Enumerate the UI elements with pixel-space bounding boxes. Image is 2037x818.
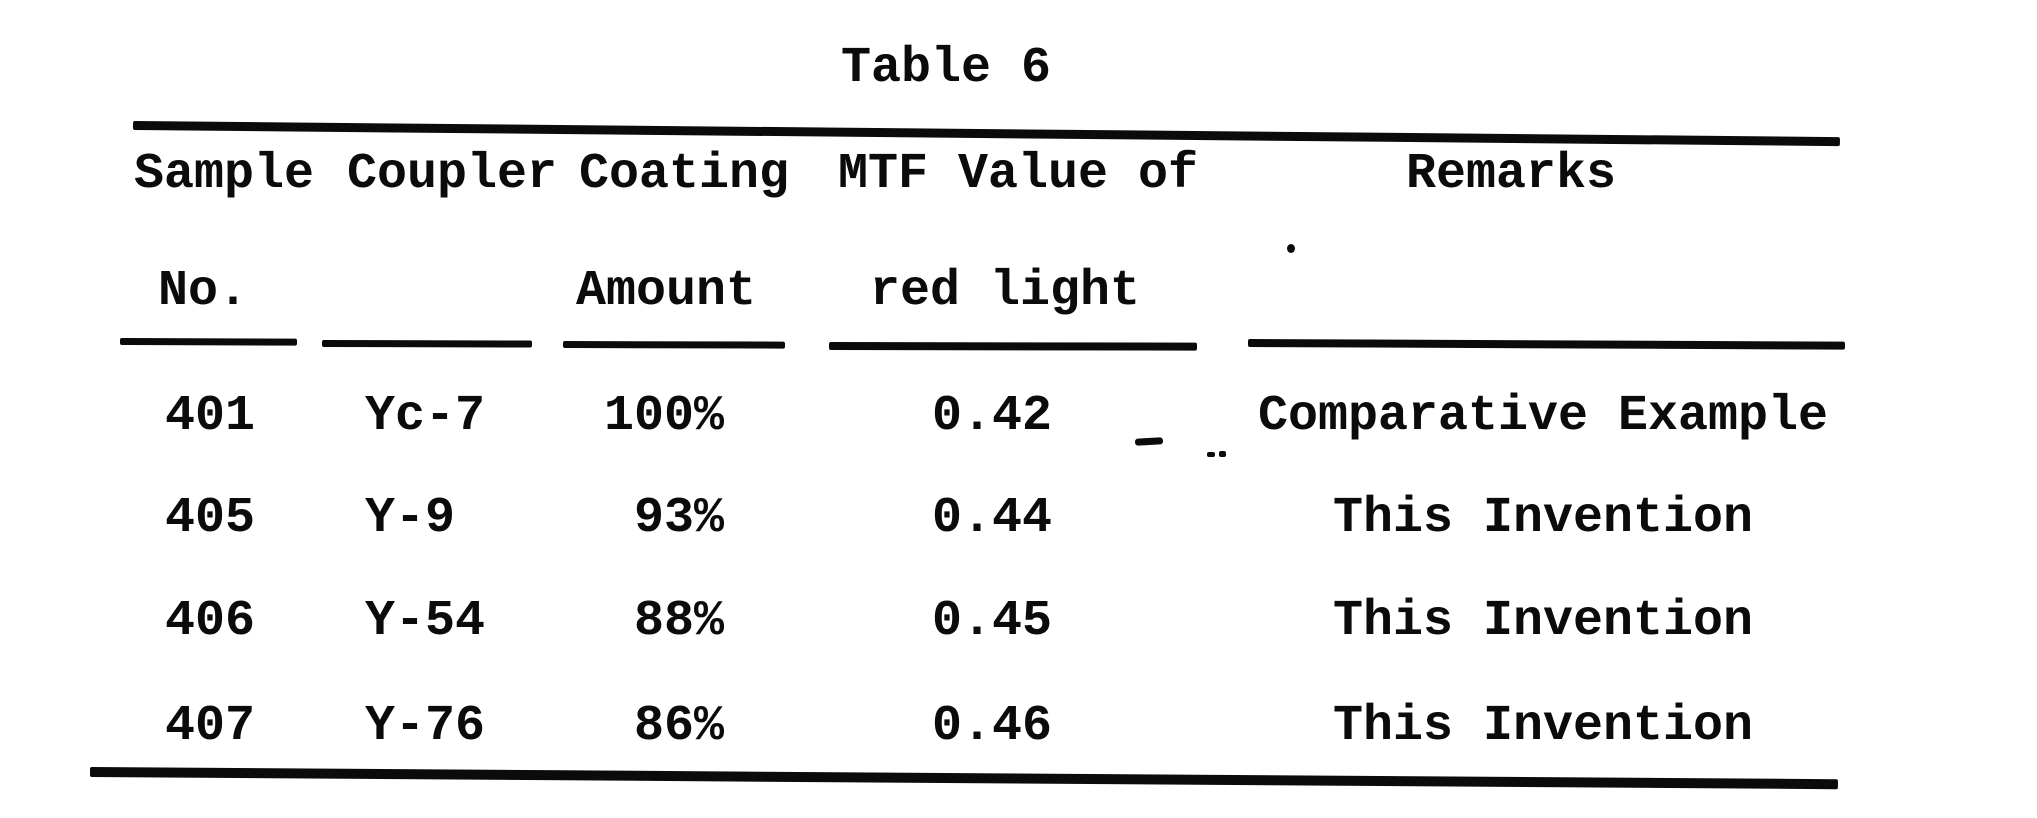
column-header-coating-amount: Amount bbox=[576, 263, 757, 320]
header-underline-mtf bbox=[829, 342, 1197, 351]
column-header-mtf-value: MTF Value of bbox=[838, 146, 1199, 203]
scan-artifact-dot bbox=[1287, 244, 1295, 253]
column-header-sample: Sample bbox=[134, 146, 315, 203]
table-title: Table 6 bbox=[841, 40, 1052, 97]
scan-artifact-dash bbox=[1219, 451, 1226, 457]
table-top-rule bbox=[133, 121, 1840, 146]
table-cell-coating-amount: 88% bbox=[633, 593, 724, 650]
column-header-coupler: Coupler bbox=[347, 146, 558, 203]
table-cell-sample-no: 401 bbox=[164, 388, 255, 445]
table-cell-coating-amount: 86% bbox=[633, 698, 724, 755]
table-cell-sample-no: 406 bbox=[164, 593, 255, 650]
table-cell-coupler: Y-9 bbox=[365, 490, 456, 547]
table-cell-coupler: Y-76 bbox=[365, 698, 486, 755]
table-cell-mtf-value: 0.44 bbox=[932, 490, 1053, 547]
table-cell-remarks: Comparative Example bbox=[1257, 388, 1829, 445]
column-header-coating: Coating bbox=[579, 146, 790, 203]
table-cell-mtf-value: 0.42 bbox=[932, 388, 1053, 445]
table-cell-coating-amount: 100% bbox=[604, 388, 725, 445]
table-cell-coating-amount: 93% bbox=[633, 490, 724, 547]
header-underline-sample bbox=[120, 338, 297, 346]
column-header-sample-no: No. bbox=[158, 263, 249, 320]
header-underline-remarks bbox=[1248, 339, 1845, 350]
table-cell-coupler: Y-54 bbox=[365, 593, 486, 650]
table-cell-remarks: This Invention bbox=[1332, 490, 1754, 547]
table-cell-remarks: This Invention bbox=[1332, 698, 1754, 755]
scan-artifact-dash bbox=[1207, 452, 1215, 457]
table-cell-mtf-value: 0.46 bbox=[932, 698, 1053, 755]
column-header-remarks: Remarks bbox=[1406, 146, 1617, 203]
header-underline-coupler bbox=[322, 340, 532, 348]
header-underline-coating bbox=[563, 341, 785, 349]
table-bottom-rule bbox=[90, 767, 1838, 789]
table-cell-remarks: This Invention bbox=[1332, 593, 1754, 650]
scan-artifact-dash bbox=[1135, 437, 1163, 445]
table-cell-coupler: Yc-7 bbox=[365, 388, 486, 445]
table-cell-sample-no: 405 bbox=[164, 490, 255, 547]
column-header-red-light: red light bbox=[870, 263, 1141, 320]
table-cell-sample-no: 407 bbox=[164, 698, 255, 755]
table-cell-mtf-value: 0.45 bbox=[932, 593, 1053, 650]
